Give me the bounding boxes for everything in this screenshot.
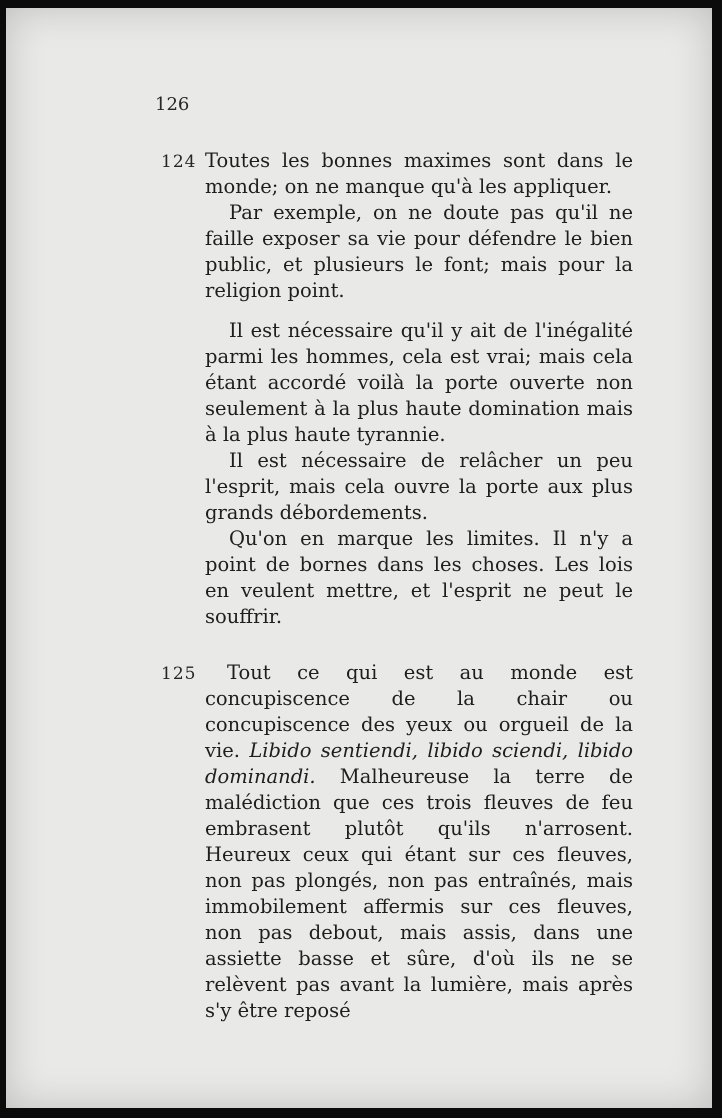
pensee-number: 124 xyxy=(161,152,197,172)
paragraph: Il est nécessaire de relâcher un peu l'esprit, mais cela ouvre la porte aux plus grands débordements. xyxy=(205,449,633,524)
page-number: 126 xyxy=(155,94,190,115)
paragraph-text: Tout ce qui est au monde est concupiscence de la chair ou concupiscence des yeux ou orgueil de la vie. xyxy=(205,661,633,762)
pensee-unnumbered xyxy=(161,318,633,630)
paragraph: Toutes les bonnes maximes sont dans le monde; on ne manque qu'à les appliquer. xyxy=(205,149,633,198)
paragraph xyxy=(161,660,633,1024)
paragraph: Qu'on en marque les limites. Il n'y a point de bornes dans les choses. Les lois en veulent mettre, et l'esprit ne peut le souffrir. xyxy=(205,527,633,628)
paragraph: Par exemple, on ne doute pas qu'il ne faille exposer sa vie pour défendre le bien public, et plusieurs le font; mais pour la religion point. xyxy=(205,201,633,302)
pensee-number: 125 xyxy=(161,664,197,684)
pensee-124 xyxy=(161,148,633,304)
paragraph-text: Malheureuse la terre de malédiction que ces trois fleuves de feu embrasent plutôt qu'ils n'arrosent. Heureux ceux qui étant sur ces fleuves, non pas plongés, non pas entraînés, mais immobilement affermis sur ces fleuves, non pas debout, mais assis, dans une assiette basse et sûre, d'où ils ne se relèvent pas avant la lumière, mais après s'y être reposé xyxy=(205,765,633,1022)
pensee-125 xyxy=(161,660,633,1024)
latin-quote: Libido sentiendi, libido sciendi, libido dominandi. xyxy=(205,739,633,788)
book-page xyxy=(6,8,712,1108)
paragraph: Il est nécessaire qu'il y ait de l'inégalité parmi les hommes, cela est vrai; mais cela étant accordé voilà la porte ouverte non seulement à la plus haute domination mais à la plus haute tyrannie. xyxy=(205,319,633,446)
